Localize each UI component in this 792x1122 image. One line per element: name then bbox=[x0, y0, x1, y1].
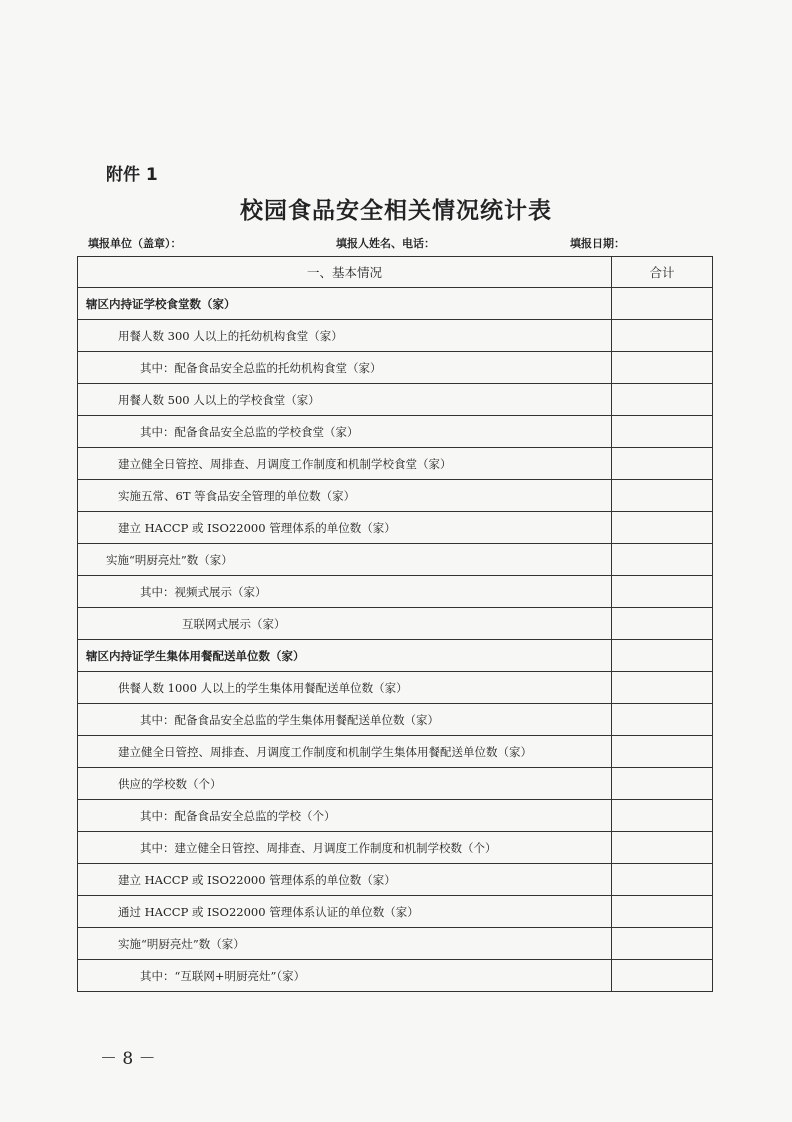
page-number: － 8 － bbox=[100, 1049, 156, 1069]
table-row bbox=[78, 352, 713, 384]
table-row bbox=[78, 640, 713, 672]
row-label: 其中：配备食品安全总监的学校食堂（家） bbox=[78, 416, 612, 448]
table-row bbox=[78, 288, 713, 320]
row-total-cell[interactable] bbox=[612, 864, 713, 896]
row-total-cell[interactable] bbox=[612, 672, 713, 704]
row-total-cell[interactable] bbox=[612, 384, 713, 416]
row-label: 实施“明厨亮灶”数（家） bbox=[78, 544, 612, 576]
table-row bbox=[78, 800, 713, 832]
row-total-cell[interactable] bbox=[612, 640, 713, 672]
row-label: 其中：“互联网+明厨亮灶”（家） bbox=[78, 960, 612, 992]
header-item: 一、基本情况 bbox=[78, 257, 612, 288]
row-total-cell[interactable] bbox=[612, 512, 713, 544]
row-total-cell[interactable] bbox=[612, 416, 713, 448]
table-row bbox=[78, 864, 713, 896]
row-label: 用餐人数 500 人以上的学校食堂（家） bbox=[78, 384, 612, 416]
row-label: 供应的学校数（个） bbox=[78, 768, 612, 800]
attachment-label: 附件 1 bbox=[106, 165, 158, 185]
table-row bbox=[78, 928, 713, 960]
fill-date-label: 填报日期： bbox=[570, 237, 625, 250]
row-label: 其中：配备食品安全总监的学校（个） bbox=[78, 800, 612, 832]
row-label: 其中：视频式展示（家） bbox=[78, 576, 612, 608]
row-total-cell[interactable] bbox=[612, 352, 713, 384]
page-title: 校园食品安全相关情况统计表 bbox=[240, 197, 552, 224]
table-row bbox=[78, 832, 713, 864]
statistics-table bbox=[77, 256, 713, 992]
row-label: 辖区内持证学校食堂数（家） bbox=[78, 288, 612, 320]
table-row bbox=[78, 736, 713, 768]
row-label: 通过 HACCP 或 ISO22000 管理体系认证的单位数（家） bbox=[78, 896, 612, 928]
row-total-cell[interactable] bbox=[612, 704, 713, 736]
row-total-cell[interactable] bbox=[612, 960, 713, 992]
row-total-cell[interactable] bbox=[612, 896, 713, 928]
row-total-cell[interactable] bbox=[612, 800, 713, 832]
row-total-cell[interactable] bbox=[612, 576, 713, 608]
table-row bbox=[78, 448, 713, 480]
row-total-cell[interactable] bbox=[612, 320, 713, 352]
row-label: 建立健全日管控、周排查、月调度工作制度和机制学校食堂（家） bbox=[78, 448, 612, 480]
table-row bbox=[78, 416, 713, 448]
row-total-cell[interactable] bbox=[612, 608, 713, 640]
row-total-cell[interactable] bbox=[612, 288, 713, 320]
row-label: 其中：配备食品安全总监的托幼机构食堂（家） bbox=[78, 352, 612, 384]
table-row bbox=[78, 704, 713, 736]
table-row bbox=[78, 480, 713, 512]
row-total-cell[interactable] bbox=[612, 768, 713, 800]
table-row bbox=[78, 544, 713, 576]
table-row bbox=[78, 608, 713, 640]
row-total-cell[interactable] bbox=[612, 480, 713, 512]
row-label: 实施五常、6T 等食品安全管理的单位数（家） bbox=[78, 480, 612, 512]
row-total-cell[interactable] bbox=[612, 832, 713, 864]
row-label: 建立 HACCP 或 ISO22000 管理体系的单位数（家） bbox=[78, 864, 612, 896]
table-row bbox=[78, 896, 713, 928]
row-label: 供餐人数 1000 人以上的学生集体用餐配送单位数（家） bbox=[78, 672, 612, 704]
row-label: 互联网式展示（家） bbox=[78, 608, 612, 640]
table-row bbox=[78, 960, 713, 992]
row-label: 用餐人数 300 人以上的托幼机构食堂（家） bbox=[78, 320, 612, 352]
row-label: 实施“明厨亮灶”数（家） bbox=[78, 928, 612, 960]
row-total-cell[interactable] bbox=[612, 736, 713, 768]
row-label: 其中：建立健全日管控、周排查、月调度工作制度和机制学校数（个） bbox=[78, 832, 612, 864]
row-label: 建立健全日管控、周排查、月调度工作制度和机制学生集体用餐配送单位数（家） bbox=[78, 736, 612, 768]
header-total: 合计 bbox=[612, 257, 713, 288]
fill-unit-label: 填报单位（盖章）： bbox=[88, 237, 182, 250]
table-row bbox=[78, 768, 713, 800]
table-row bbox=[78, 672, 713, 704]
row-label: 辖区内持证学生集体用餐配送单位数（家） bbox=[78, 640, 612, 672]
table-row bbox=[78, 320, 713, 352]
table-row bbox=[78, 576, 713, 608]
table-row bbox=[78, 384, 713, 416]
table-row bbox=[78, 512, 713, 544]
row-total-cell[interactable] bbox=[612, 544, 713, 576]
row-label: 其中：配备食品安全总监的学生集体用餐配送单位数（家） bbox=[78, 704, 612, 736]
row-total-cell[interactable] bbox=[612, 448, 713, 480]
row-label: 建立 HACCP 或 ISO22000 管理体系的单位数（家） bbox=[78, 512, 612, 544]
row-total-cell[interactable] bbox=[612, 928, 713, 960]
filler-name-phone-label: 填报人姓名、电话： bbox=[336, 237, 435, 250]
table-header-row bbox=[78, 257, 713, 288]
